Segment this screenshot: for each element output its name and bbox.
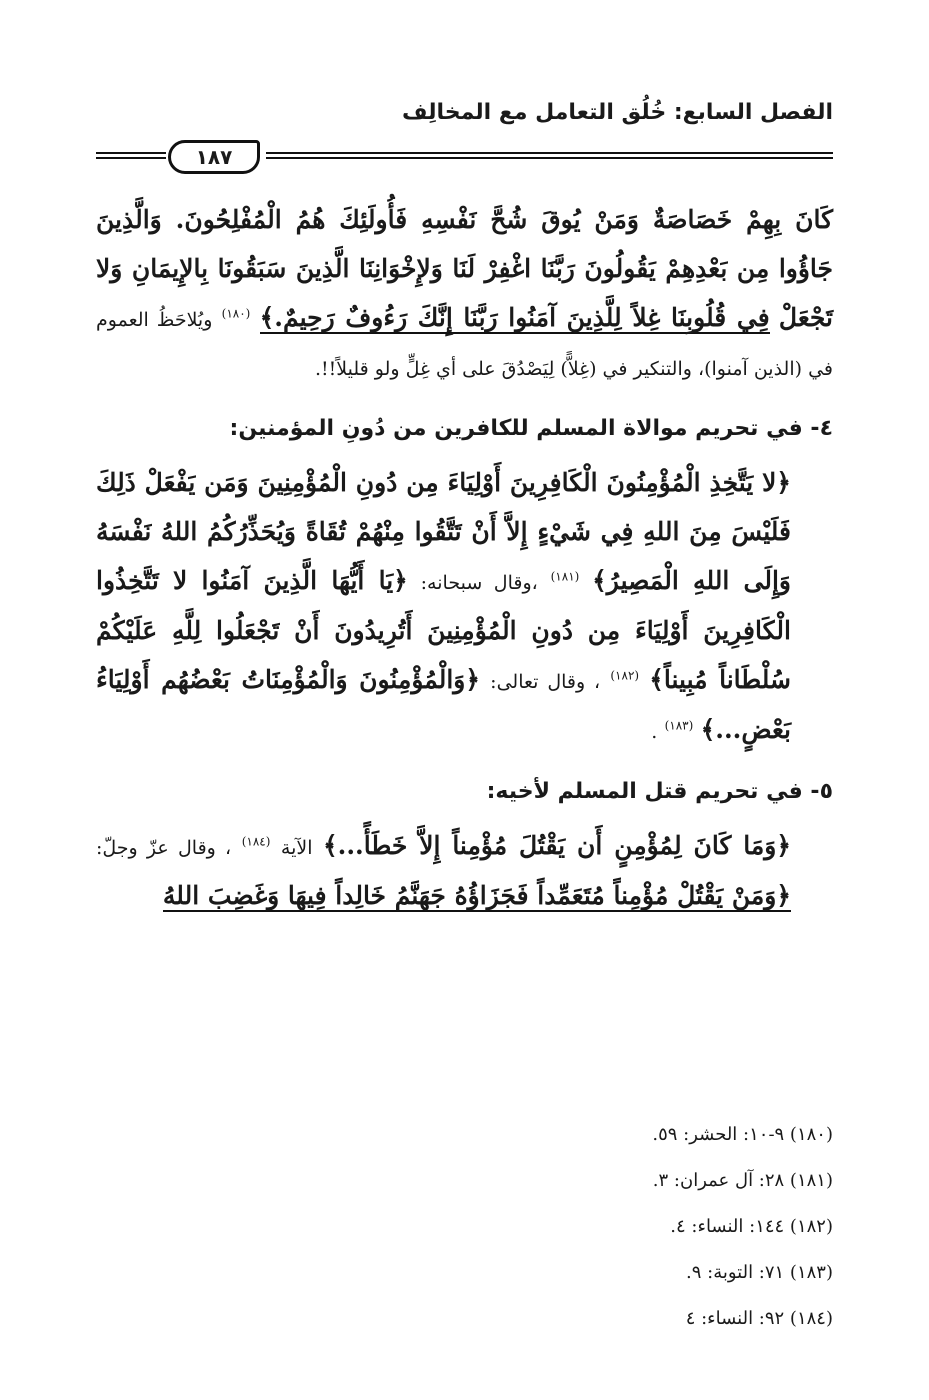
section-heading-4: ٤- في تحريم موالاة المسلم للكافرين من دُونِ المؤمنين:: [229, 416, 833, 441]
quran-verse: كَانَ بِهِمْ خَصَاصَةٌ وَمَنْ يُوقَ شُحَّ نَفْسِهِ فَأُولَئِكَ هُمُ الْمُفْلِحُونَ. وَالَّذِينَ جَاؤُوا مِن بَعْدِهِمْ يَقُولُونَ رَبَّنَا اغْفِرْ لَنَا وَلإِخْوَانِنَا الَّذِينَ سَبَقُونَا بِالإِيمَانِ وَلا تَجْعَلْ: [96, 205, 834, 332]
header-rule-left: [96, 152, 166, 159]
footnote-item: (١٨٢) ١٤٤: النساء: ٤.: [670, 1216, 833, 1237]
footnote-ref: (١٨٤): [241, 834, 271, 849]
paragraph-2: [96, 459, 833, 756]
footnote-ref: (١٨١): [550, 569, 580, 584]
footnotes: [313, 1112, 833, 1342]
paragraph-3: [96, 822, 833, 921]
section-heading-5: ٥- في تحريم قتل المسلم لأخيه:: [486, 779, 833, 804]
header-rule: [96, 140, 833, 176]
commentary-text: ويُلاحَظُ العموم في (الذين آمنوا)، والتنكير في (غِلاًّ) لِيَصْدُقَ على أي غِلٍّ ولو قليلاً!!.: [96, 309, 833, 380]
connector-text: ، وقال تعالى:: [490, 671, 601, 693]
footnote-ref: (١٨٢): [610, 668, 640, 683]
footnote-item: (١٨٤) ٩٢: النساء: ٤: [685, 1308, 833, 1329]
page-number: ١٨٧: [168, 140, 260, 174]
quran-verse: ﴿يَا أَيُّهَا الَّذِينَ آمَنُوا لا تَتَّخِذُوا الْكَافِرِينَ أَوْلِيَاءَ مِن دُونِ الْمُؤْمِنِينَ أَتُرِيدُونَ أَنْ تَجْعَلُوا لِلَّهِ عَلَيْكُمْ سُلْطَاناً مُبِيناً﴾: [96, 566, 791, 694]
quran-verse-underlined: ﴿وَمَنْ يَقْتُلْ مُؤْمِناً مُتَعَمِّداً فَجَزَاؤُهُ جَهَنَّمُ خَالِداً فِيهَا وَغَضِبَ اللهُ: [162, 881, 791, 910]
footnote-item: (١٨١) ٢٨: آل عمران: ٣.: [652, 1170, 833, 1191]
quran-verse-underlined: فِي قُلُوبِنَا غِلاً لِلَّذِينَ آمَنُوا رَبَّنَا إِنَّكَ رَءُوفٌ رَحِيمٌ.﴾: [259, 303, 770, 332]
body-text: [96, 196, 833, 921]
footnote-item: (١٨٠) ٩-١٠: الحشر: ٥٩.: [652, 1124, 833, 1145]
footnote-ref: (١٨٣): [664, 718, 694, 733]
quran-verse: ﴿وَمَا كَانَ لِمُؤْمِنٍ أَن يَقْتُلَ مُؤْمِناً إِلاَّ خَطَأً...﴾: [323, 831, 792, 860]
connector-text: ،وقال سبحانه:: [420, 572, 538, 594]
running-title: الفصل السابع: خُلُق التعامل مع المخالِف: [402, 100, 833, 125]
footnote-item: (١٨٣) ٧١: التوبة: ٩.: [686, 1262, 833, 1283]
connector-text: .: [651, 721, 658, 743]
header-rule-right: [266, 152, 833, 159]
connector-text: الآية: [280, 837, 313, 859]
quran-verse: ﴿وَالْمُؤْمِنُونَ وَالْمُؤْمِنَاتُ بَعْضُهُم أَوْلِيَاءُ بَعْضٍ...﴾: [96, 665, 791, 744]
connector-text: ، وقال عزّ وجلّ:: [96, 837, 232, 859]
quran-verse: ﴿لا يَتَّخِذِ الْمُؤْمِنُونَ الْكَافِرِينَ أَوْلِيَاءَ مِن دُونِ الْمُؤْمِنِينَ وَمَن يَفْعَلْ ذَلِكَ فَلَيْسَ مِنَ اللهِ فِي شَيْءٍ إِلاَّ أَنْ تَتَّقُوا مِنْهُمْ تُقَاةً وَيُحَذِّرُكُمُ اللهُ نَفْسَهُ وَإِلَى اللهِ الْمَصِيرُ﴾: [96, 468, 791, 595]
paragraph-1: [96, 196, 833, 393]
footnote-ref: (١٨٠): [221, 306, 251, 321]
